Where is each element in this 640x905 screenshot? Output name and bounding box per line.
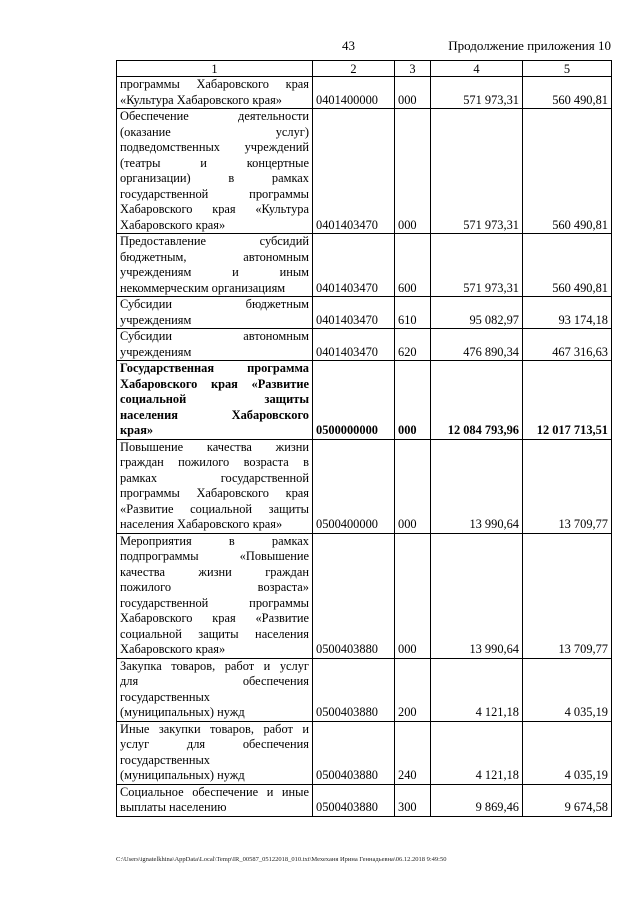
table-body bbox=[117, 77, 612, 817]
table-row bbox=[117, 784, 612, 816]
row-name-line: государственных bbox=[120, 689, 211, 704]
row-name-line: услуг для обеспечения bbox=[120, 737, 309, 751]
row-code: 0401403470 bbox=[313, 234, 395, 297]
row-name bbox=[117, 109, 313, 234]
row-name-line: Социальное обеспечение и иные bbox=[120, 784, 309, 799]
row-name-line: населения Хабаровского bbox=[120, 407, 309, 422]
column-header: 3 bbox=[395, 61, 431, 77]
row-name bbox=[117, 361, 313, 440]
row-name-line: учреждениям bbox=[120, 344, 192, 359]
row-name-line: программы Хабаровского края bbox=[120, 77, 309, 91]
row-type: 000 bbox=[395, 533, 431, 658]
table-row bbox=[117, 658, 612, 721]
row-name-line: подведомственных учреждений bbox=[120, 140, 309, 154]
row-name-line: выплаты населению bbox=[120, 800, 227, 814]
table-row bbox=[117, 439, 612, 533]
row-name bbox=[117, 784, 313, 816]
row-name-line: (муниципальных) нужд bbox=[120, 705, 245, 719]
table-row bbox=[117, 77, 612, 109]
row-name-line: Повышение качества жизни bbox=[120, 439, 309, 454]
column-number-row bbox=[117, 61, 612, 77]
row-name-line: государственных bbox=[120, 752, 211, 767]
row-name-line: Государственная программа bbox=[120, 361, 309, 375]
row-type: 200 bbox=[395, 658, 431, 721]
row-name-line: некоммерческим организациям bbox=[120, 280, 286, 295]
row-name-line: граждан пожилого возраста в bbox=[120, 455, 309, 469]
row-name-line: Субсидии бюджетным bbox=[120, 297, 309, 311]
table-row bbox=[117, 109, 612, 234]
row-name-line: (муниципальных) нужд bbox=[120, 768, 245, 782]
row-sum-1: 571 973,31 bbox=[431, 77, 523, 109]
row-name-line: «Развитие социальной защиты bbox=[120, 501, 309, 516]
row-name-line: социальной защиты населения bbox=[120, 626, 309, 641]
row-sum-2: 4 035,19 bbox=[523, 721, 612, 784]
row-code: 0500403880 bbox=[313, 658, 395, 721]
row-name-line: учреждениям и иным bbox=[120, 265, 309, 279]
row-name-line: программы Хабаровского края bbox=[120, 486, 309, 500]
table-row bbox=[117, 721, 612, 784]
row-sum-1: 12 084 793,96 bbox=[431, 361, 523, 440]
row-name-line: социальной защиты bbox=[120, 392, 309, 406]
row-name-line: (театры и концертные bbox=[120, 155, 309, 170]
row-sum-2: 560 490,81 bbox=[523, 77, 612, 109]
row-sum-2: 560 490,81 bbox=[523, 109, 612, 234]
budget-table bbox=[116, 60, 612, 817]
row-sum-1: 9 869,46 bbox=[431, 784, 523, 816]
row-name-line: Субсидии автономным bbox=[120, 329, 309, 343]
row-type: 000 bbox=[395, 109, 431, 234]
row-name-line: Хабаровского края «Развитие bbox=[120, 376, 309, 391]
row-name-line: «Культура Хабаровского края» bbox=[120, 92, 282, 107]
row-code: 0500000000 bbox=[313, 361, 395, 440]
row-sum-2: 4 035,19 bbox=[523, 658, 612, 721]
row-name bbox=[117, 297, 313, 329]
row-name-line: учреждениям bbox=[120, 312, 192, 327]
row-sum-2: 467 316,63 bbox=[523, 329, 612, 361]
row-name-line: Хабаровского края «Развитие bbox=[120, 611, 309, 625]
row-sum-1: 4 121,18 bbox=[431, 658, 523, 721]
row-sum-1: 476 890,34 bbox=[431, 329, 523, 361]
table-row bbox=[117, 533, 612, 658]
row-name-line: Предоставление субсидий bbox=[120, 234, 309, 248]
row-code: 0401403470 bbox=[313, 329, 395, 361]
row-name-line: бюджетным, автономным bbox=[120, 249, 309, 264]
row-type: 000 bbox=[395, 439, 431, 533]
row-sum-2: 93 174,18 bbox=[523, 297, 612, 329]
row-name-line: рамках государственной bbox=[120, 470, 309, 485]
row-sum-1: 13 990,64 bbox=[431, 439, 523, 533]
row-name bbox=[117, 329, 313, 361]
row-name-line: государственной программы bbox=[120, 186, 309, 201]
row-sum-2: 13 709,77 bbox=[523, 533, 612, 658]
table-row bbox=[117, 361, 612, 440]
column-header: 2 bbox=[313, 61, 395, 77]
row-code: 0500403880 bbox=[313, 533, 395, 658]
row-name bbox=[117, 234, 313, 297]
row-name-line: (оказание услуг) bbox=[120, 124, 309, 139]
row-sum-1: 571 973,31 bbox=[431, 234, 523, 297]
row-name-line: государственной программы bbox=[120, 595, 309, 610]
row-name-line: организации) в рамках bbox=[120, 171, 309, 185]
row-code: 0500403880 bbox=[313, 784, 395, 816]
row-name-line: качества жизни граждан bbox=[120, 564, 309, 579]
row-name-line: Хабаровского края «Культура bbox=[120, 202, 309, 216]
row-name-line: Хабаровского края» bbox=[120, 217, 226, 232]
row-sum-2: 9 674,58 bbox=[523, 784, 612, 816]
row-type: 610 bbox=[395, 297, 431, 329]
row-name-line: Мероприятия в рамках bbox=[120, 533, 309, 548]
row-code: 0500400000 bbox=[313, 439, 395, 533]
table-row bbox=[117, 234, 612, 297]
row-type: 620 bbox=[395, 329, 431, 361]
table-row bbox=[117, 297, 612, 329]
row-type: 240 bbox=[395, 721, 431, 784]
continuation-label: Продолжение приложения 10 bbox=[448, 38, 611, 53]
row-code: 0401403470 bbox=[313, 297, 395, 329]
row-name-line: Закупка товаров, работ и услуг bbox=[120, 658, 309, 673]
row-sum-1: 571 973,31 bbox=[431, 109, 523, 234]
row-name-line: Обеспечение деятельности bbox=[120, 109, 309, 123]
row-sum-2: 12 017 713,51 bbox=[523, 361, 612, 440]
table-row bbox=[117, 329, 612, 361]
row-sum-1: 13 990,64 bbox=[431, 533, 523, 658]
row-type: 600 bbox=[395, 234, 431, 297]
row-type: 300 bbox=[395, 784, 431, 816]
column-header: 5 bbox=[523, 61, 612, 77]
file-path-footer: C:\Users\ignatelkhina\AppData\Local\Temp\IR_00587_05122018_010.txt\Мехеханя Ирина Геннадьевна\06.12.2018 9:49:50 bbox=[116, 856, 447, 863]
column-header: 4 bbox=[431, 61, 523, 77]
row-name-line: края» bbox=[120, 423, 154, 437]
row-code: 0401400000 bbox=[313, 77, 395, 109]
column-header: 1 bbox=[117, 61, 313, 77]
row-sum-1: 95 082,97 bbox=[431, 297, 523, 329]
row-name-line: подпрограммы «Повышение bbox=[120, 549, 309, 563]
row-type: 000 bbox=[395, 361, 431, 440]
row-name-line: пожилого возраста» bbox=[120, 580, 309, 594]
row-name-line: для обеспечения bbox=[120, 674, 309, 688]
row-sum-2: 13 709,77 bbox=[523, 439, 612, 533]
row-name bbox=[117, 439, 313, 533]
row-name-line: Хабаровского края» bbox=[120, 642, 226, 656]
row-name bbox=[117, 721, 313, 784]
row-name-line: населения Хабаровского края» bbox=[120, 517, 283, 531]
page-number: 43 bbox=[342, 38, 355, 53]
row-sum-2: 560 490,81 bbox=[523, 234, 612, 297]
row-name bbox=[117, 77, 313, 109]
row-name bbox=[117, 533, 313, 658]
row-name-line: Иные закупки товаров, работ и bbox=[120, 721, 309, 736]
row-code: 0401403470 bbox=[313, 109, 395, 234]
row-code: 0500403880 bbox=[313, 721, 395, 784]
row-name bbox=[117, 658, 313, 721]
row-type: 000 bbox=[395, 77, 431, 109]
row-sum-1: 4 121,18 bbox=[431, 721, 523, 784]
